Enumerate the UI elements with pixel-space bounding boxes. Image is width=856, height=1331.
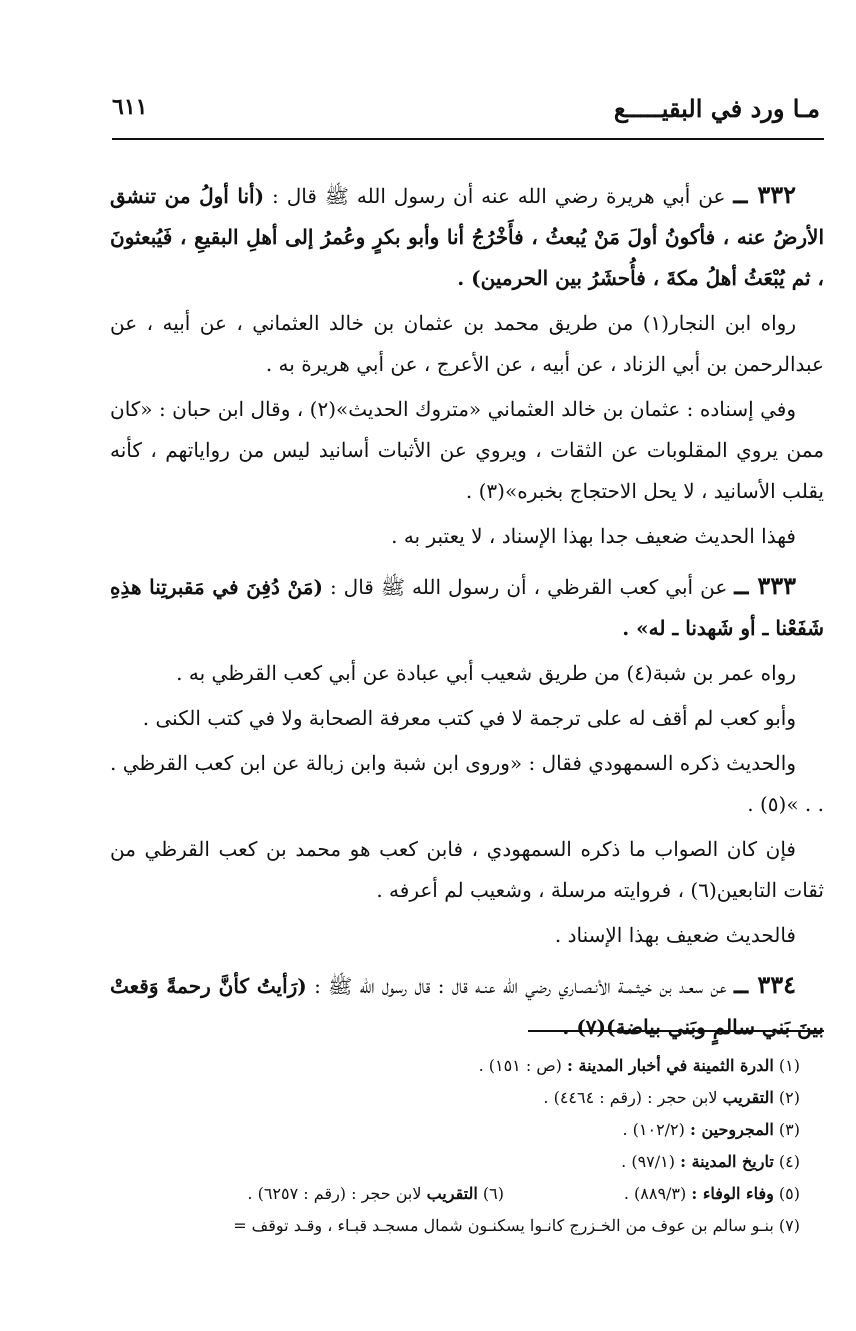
footnote-separator [528, 1030, 824, 1032]
hadith-333 [110, 565, 824, 649]
footnote-label: (٥) [778, 1184, 800, 1203]
paragraph: فالحديث ضعيف بهذا الإسناد . [554, 923, 796, 947]
hadith-quote: (أنا أولُ من تنشق الأرضُ عنه ، فأكونُ أولَ مَنْ يُبعثُ ، فأَخْرُجُ أنا وأبو بكرٍ وعُمرُ إلى أهلِ البقيعِ ، فَيُبعثونَ ، ثم يُبْعَثُ أهلُ مكةَ ، فأُحشَرُ بين الحرمين) . [110, 184, 824, 290]
hadith-number: ٣٣٤ ــ [733, 970, 797, 999]
hadith-332 [110, 174, 824, 299]
footnote-text: (١٠٢/٢) . [622, 1120, 685, 1139]
footnote-source: التقريب [722, 1088, 774, 1107]
paragraph: رواه ابن النجار(١) من طريق محمد بن عثمان بن خالد العثماني ، عن أبيه ، عن عبدالرحمن بن أبي الزناد ، عن أبيه ، عن الأعرج ، عن أبي هريرة به . [110, 311, 824, 376]
footnote-row [100, 1178, 806, 1210]
footnote-2 [100, 1082, 806, 1114]
footnote-text: بنـو سالم بن عوف من الخـزرج كانـوا يسكنـون شمال مسجـد قبـاء ، وقـد توقف = [233, 1216, 774, 1235]
footnote-source: وفاء الوفاء : [691, 1184, 774, 1203]
footnote-4 [100, 1146, 806, 1178]
footnote-label: (٢) [778, 1088, 800, 1107]
paragraph: وفي إسناده : عثمان بن خالد العثماني «متروك الحديث»(٢) ، وقال ابن حبان : «كان ممن يروي المقلوبات عن الثقات ، ويروي عن الأثبات أسانيد ليس من رواياتهم ، كأنه يقلب الأسانيد ، لا يحل الاحتجاج بخبره»(٣) . [110, 397, 824, 503]
footnote-label: (١) [778, 1056, 800, 1075]
hadith-intro: عن أبي كعب القرظي ، أن رسول الله ﷺ قال : [329, 575, 728, 599]
hadith-number: ٣٣٢ ــ [733, 180, 797, 209]
paragraph: فهذا الحديث ضعيف جدا بهذا الإسناد ، لا يعتبر به . [391, 524, 796, 548]
paragraph: فإن كان الصواب ما ذكره السمهودي ، فابن كعب هو محمد بن كعب القرظي من ثقات التابعين(٦) ، فروايته مرسلة ، وشعيب لم أعرفه . [110, 837, 824, 902]
footnote-7 [100, 1210, 806, 1242]
paragraph: رواه عمر بن شبة(٤) من طريق شعيب أبي عبادة عن أبي كعب القرظي به . [176, 661, 796, 685]
hadith-intro: عن أبي هريرة رضي الله عنه أن رسول الله ﷺ قال : [272, 184, 726, 208]
hadith-quote: (رَأيتُ كأنَّ رحمةً وَقعتْ بينَ بَني سالمٍ وبَني بياضة)(٧) . [110, 974, 824, 1039]
footnote-label: (٦) [482, 1184, 504, 1203]
footnote-text: (ص : ١٥١) . [478, 1056, 562, 1075]
footnote-text: لابن حجر : (رقم : ٤٤٦٤) . [543, 1088, 718, 1107]
hadith-number: ٣٣٣ ــ [734, 571, 797, 600]
footnote-1 [100, 1050, 806, 1082]
footnote-source: التقريب [426, 1184, 478, 1203]
main-text [110, 166, 824, 1052]
footnote-5 [510, 1178, 806, 1210]
footnote-source: تاريخ المدينة : [680, 1152, 774, 1171]
running-title: مـا ورد في البقيـــــع [613, 94, 820, 123]
hadith-quote: (مَنْ دُفِنَ في مَقبرتِنا هذِهِ شَفَعْنا ـ أو شَهدنا ـ له» . [110, 575, 824, 640]
footnote-source: الدرة الثمينة في أخبار المدينة : [567, 1056, 774, 1075]
page-header [112, 92, 824, 140]
footnote-label: (٧) [778, 1216, 800, 1235]
footnote-text: لابن حجر : (رقم : ٦٢٥٧) . [247, 1184, 422, 1203]
footnote-3 [100, 1114, 806, 1146]
footnote-text: (٨٨٩/٣) . [623, 1184, 687, 1203]
hadith-intro: عن سعـد بن خيثـمـة الأنـصـاري رضي الله عنـه قال : قال رسول الله ﷺ : [314, 974, 727, 998]
footnotes [100, 1050, 806, 1242]
hadith-334 [110, 964, 824, 1048]
footnote-label: (٤) [778, 1152, 800, 1171]
paragraph: والحديث ذكره السمهودي فقال : «وروى ابن شبة وابن زبالة عن ابن كعب القرظي . . . »(٥) . [109, 751, 824, 816]
page-number: ٦١١ [112, 94, 148, 120]
footnote-6 [214, 1178, 510, 1210]
footnote-text: (٩٧/١) . [621, 1152, 675, 1171]
footnote-label: (٣) [778, 1120, 800, 1139]
footnote-source: المجروحين : [689, 1120, 774, 1139]
paragraph: وأبو كعب لم أقف له على ترجمة لا في كتب معرفة الصحابة ولا في كتب الكنى . [142, 706, 796, 730]
